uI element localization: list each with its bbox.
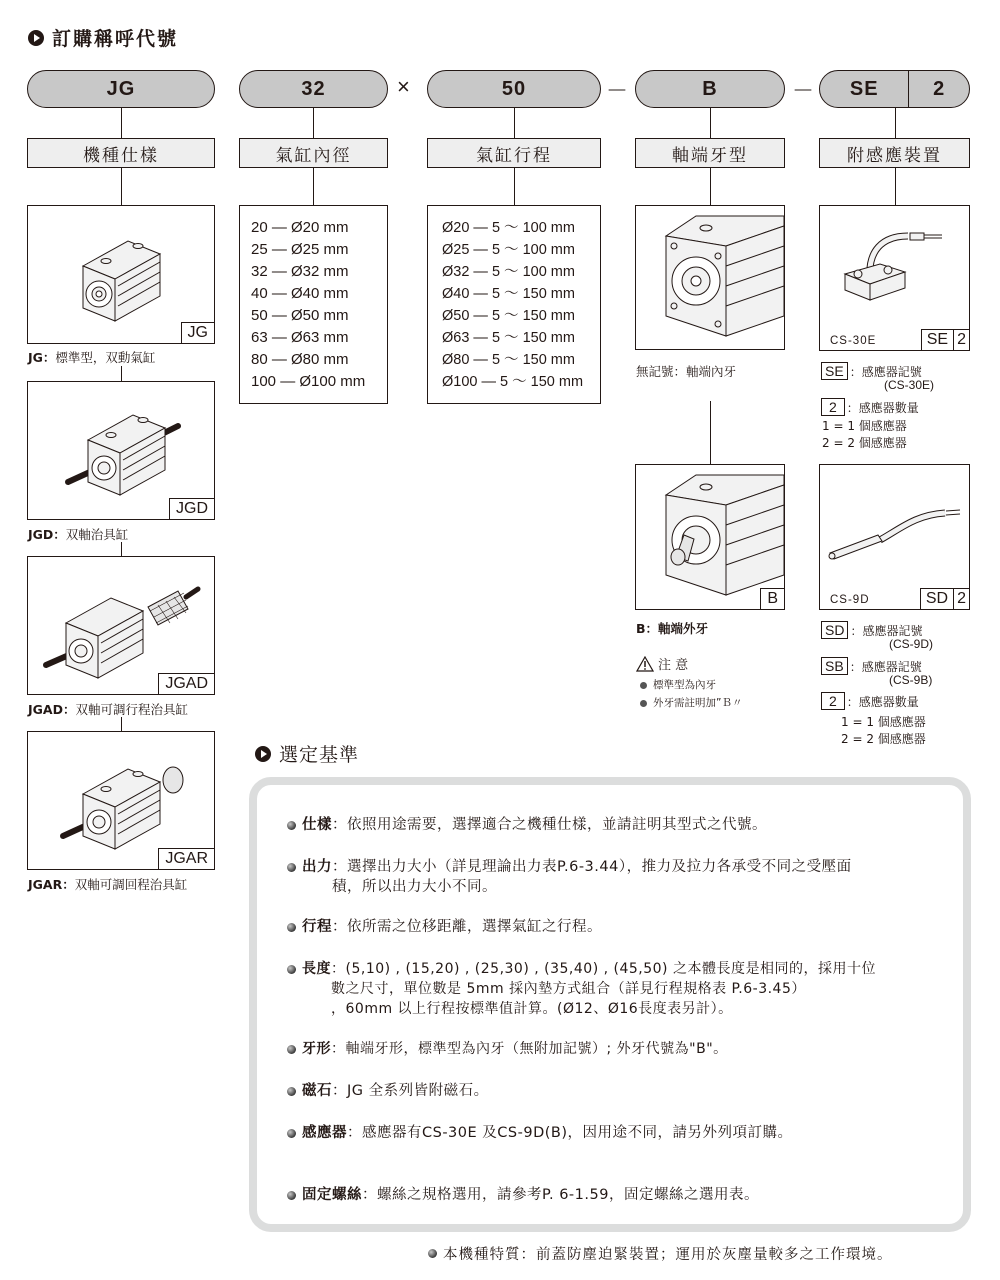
caution-text: 外牙需註明加”Ｂ〃 <box>653 697 743 709</box>
connector-line <box>710 108 711 138</box>
count-box: 2 <box>821 398 845 416</box>
bullet-icon <box>287 923 296 932</box>
connector-line <box>121 717 122 731</box>
criteria-value: ：選擇出力大小（詳見理論出力表P.6-3.44），推力及拉力各承受不同之受壓面 積，所以出力大小不同。 <box>332 859 852 895</box>
pill-text: JG <box>106 77 136 100</box>
connector-line <box>313 108 314 138</box>
label-sensor: 附感應裝置 <box>819 138 970 168</box>
bullet-icon <box>640 682 647 689</box>
connector-line <box>313 168 314 205</box>
criteria-key: 感應器 <box>302 1125 347 1141</box>
model-tag: JGAD <box>158 673 214 694</box>
separator-dash: － <box>792 78 815 103</box>
selection-title <box>255 740 359 767</box>
model-tag: JGAR <box>158 848 214 869</box>
selection-panel <box>249 777 971 1232</box>
count-box: 2 <box>821 692 845 710</box>
criteria-value: ：感應器有CS-30E 及CS-9D(B)，因用途不同，請另外列項訂購。 <box>347 1125 793 1141</box>
bullet-icon <box>640 700 647 707</box>
play-bullet-icon <box>255 746 271 762</box>
desc-text: ：感應器記號 <box>849 365 922 379</box>
caption-code: JGAR： <box>28 877 75 892</box>
sensor-count: 2 <box>953 589 969 609</box>
sensor-model-label: CS-30E <box>830 335 877 347</box>
stroke-item: Ø20 — 5 ～ 100 mm <box>442 220 575 236</box>
sensor-tag <box>921 329 969 350</box>
sensor-count-option: 1 = 1 個感應器 <box>841 715 926 729</box>
connector-line <box>895 108 896 138</box>
sensor-cs30e-icon <box>820 206 969 326</box>
bullet-icon <box>287 1045 296 1054</box>
criteria-item <box>287 959 876 1019</box>
separator-times: × <box>397 74 410 99</box>
pill-text: 50 <box>501 77 527 100</box>
criteria-key: 牙形 <box>302 1041 331 1057</box>
code-box: SD <box>821 621 848 639</box>
sensor-se-count-desc <box>821 398 919 416</box>
caption-text: 双軸治具缸 <box>65 527 129 542</box>
caption-code: JG： <box>28 350 56 365</box>
caption-text: 標準型，双動氣缸 <box>55 350 156 365</box>
sensor-count-option: 2 = 2 個感應器 <box>822 436 907 450</box>
bullet-icon <box>287 1129 296 1138</box>
stroke-item: Ø50 — 5 ～ 150 mm <box>442 308 575 324</box>
model-caption-jg <box>28 348 155 366</box>
criteria-value: ：JG 全系列皆附磁石。 <box>332 1083 489 1099</box>
code-pill-stroke <box>427 70 601 108</box>
stroke-item: Ø40 — 5 ～ 150 mm <box>442 286 575 302</box>
desc-text: ：感應器記號 <box>850 624 923 638</box>
selection-title-text: 選定基準 <box>279 744 360 766</box>
stroke-item: Ø32 — 5 ～ 100 mm <box>442 264 575 280</box>
sensor-se-model-note: (CS-30E) <box>884 378 935 392</box>
separator-dash: － <box>606 78 629 103</box>
desc-text: ：感應器數量 <box>846 695 919 709</box>
caption-text: 双軸可調行程治具缸 <box>75 702 188 717</box>
criteria-item <box>287 1123 793 1143</box>
sensor-se-image <box>819 205 970 351</box>
label-model-spec: 機種仕樣 <box>27 138 215 168</box>
bore-item: 20 — Ø20 mm <box>251 219 349 236</box>
model-image-jgd <box>27 381 215 520</box>
caution-text: 標準型為內牙 <box>653 679 716 691</box>
connector-line <box>710 401 711 465</box>
code-box: SB <box>821 657 848 675</box>
sensor-sd-model-note: (CS-9D) <box>889 637 933 651</box>
thread-tag: B <box>760 588 784 609</box>
caution-item <box>640 695 742 711</box>
bullet-icon <box>287 965 296 974</box>
thread-internal-image <box>635 205 785 350</box>
model-image-jg <box>27 205 215 344</box>
criteria-key: 出力 <box>302 859 332 875</box>
sensor-cs9d-icon <box>820 465 969 585</box>
label-thread: 軸端牙型 <box>635 138 785 168</box>
connector-line <box>514 168 515 205</box>
order-code-title-text: 訂購稱呼代號 <box>52 28 179 50</box>
criteria-item <box>287 1039 728 1059</box>
code-pill-sensor <box>819 70 970 108</box>
bore-list <box>251 217 365 393</box>
sensor-count-option: 1 = 1 個感應器 <box>822 419 907 433</box>
sensor-count: 2 <box>953 330 969 350</box>
sensor-tag <box>920 588 969 609</box>
connector-line <box>514 108 515 138</box>
sensor-code: SD <box>925 590 949 607</box>
sensor-sd-image <box>819 464 970 610</box>
criteria-key: 固定螺絲 <box>302 1187 362 1203</box>
desc-text: ：感應器記號 <box>849 660 922 674</box>
cylinder-internal-thread-icon <box>636 206 784 349</box>
model-caption-jgar <box>28 875 187 893</box>
bore-list-box <box>239 205 388 404</box>
label-stroke: 氣缸行程 <box>427 138 601 168</box>
caution-item <box>640 677 716 693</box>
criteria-value: ：(5,10) , (15,20) , (25,30) , (35,40) , (45,50) 之本體長度是相同的，採用十位 數之尺寸，單位數是 5mm 採內墊方式組合（詳見行程規格表 P.6-3.45） ，60mm 以上行程按標準值計算。(Ø12、Ø16長度表另計）。 <box>331 961 876 1017</box>
sensor-sd-count-desc <box>821 692 919 710</box>
bullet-icon <box>287 1087 296 1096</box>
connector-line <box>895 168 896 205</box>
criteria-key: 磁石 <box>302 1083 332 1099</box>
desc-text: ：感應器數量 <box>846 401 919 415</box>
thread-external-caption: B：軸端外牙 <box>636 621 709 636</box>
footnote-text: 本機種特質：前蓋防塵迫緊裝置；運用於灰塵量較多之工作環境。 <box>443 1247 893 1263</box>
stroke-item: Ø100 — 5 ～ 150 mm <box>442 374 584 390</box>
bore-item: 32 — Ø32 mm <box>251 263 349 280</box>
code-pill-bore <box>239 70 388 108</box>
bore-item: 100 — Ø100 mm <box>251 373 366 390</box>
model-tag: JG <box>181 322 214 343</box>
thread-external-image <box>635 464 785 610</box>
code-pill-model <box>27 70 215 108</box>
criteria-value: ：螺絲之規格選用，請參考P. 6-1.59，固定螺絲之選用表。 <box>362 1187 759 1203</box>
stroke-item: Ø25 — 5 ～ 100 mm <box>442 242 575 258</box>
order-code-title <box>28 24 178 51</box>
sensor-count-option: 2 = 2 個感應器 <box>841 732 926 746</box>
code-pill-thread <box>635 70 785 108</box>
pill-text: SE <box>849 77 879 100</box>
connector-line <box>710 168 711 205</box>
criteria-value: ：依照用途需要，選擇適合之機種仕樣，並請註明其型式之代號。 <box>332 817 767 833</box>
criteria-item <box>287 1185 759 1205</box>
bullet-icon <box>287 821 296 830</box>
criteria-item <box>287 857 852 897</box>
code-box: SE <box>821 362 848 380</box>
stroke-list-box <box>427 205 601 404</box>
caution-heading <box>636 654 688 673</box>
connector-line <box>121 168 122 205</box>
bore-item: 25 — Ø25 mm <box>251 241 349 258</box>
stroke-item: Ø63 — 5 ～ 150 mm <box>442 330 575 346</box>
criteria-item <box>287 1081 489 1101</box>
model-tag: JGD <box>169 498 214 519</box>
stroke-list <box>442 217 583 393</box>
criteria-value: ：軸端牙形，標準型為內牙（無附加記號）; 外牙代號為"B"。 <box>331 1041 728 1057</box>
footnote <box>428 1243 893 1264</box>
criteria-key: 長度 <box>302 961 331 977</box>
connector-line <box>121 542 122 556</box>
label-bore: 氣缸內徑 <box>239 138 388 168</box>
caution-title: 注 意 <box>658 658 689 673</box>
caption-code: JGD： <box>28 527 66 542</box>
bullet-icon <box>428 1249 437 1258</box>
sensor-code: SE <box>926 331 949 348</box>
criteria-key: 仕樣 <box>302 817 332 833</box>
sensor-sb-model-note: (CS-9B) <box>889 673 933 687</box>
connector-line <box>121 108 122 138</box>
criteria-key: 行程 <box>302 919 332 935</box>
caption-text: 双軸可調回程治具缸 <box>74 877 188 892</box>
warning-icon <box>636 656 654 672</box>
criteria-item <box>287 917 602 937</box>
model-image-jgar <box>27 731 215 870</box>
pill-text: 2 <box>933 77 946 100</box>
bore-item: 40 — Ø40 mm <box>251 285 349 302</box>
bullet-icon <box>287 863 296 872</box>
bore-item: 80 — Ø80 mm <box>251 351 349 368</box>
stroke-item: Ø80 — 5 ～ 150 mm <box>442 352 575 368</box>
pill-text: B <box>702 77 718 100</box>
model-image-jgad <box>27 556 215 695</box>
criteria-value: ：依所需之位移距離，選擇氣缸之行程。 <box>332 919 602 935</box>
play-bullet-icon <box>28 30 44 46</box>
model-caption-jgd <box>28 525 128 543</box>
bore-item: 50 — Ø50 mm <box>251 307 349 324</box>
criteria-item <box>287 815 767 835</box>
model-caption-jgad <box>28 700 188 718</box>
connector-line <box>121 366 122 381</box>
bore-item: 63 — Ø63 mm <box>251 329 349 346</box>
pill-text: 32 <box>301 77 326 100</box>
thread-internal-caption: 無記號：軸端內牙 <box>636 364 737 379</box>
bullet-icon <box>287 1191 296 1200</box>
sensor-model-label: CS-9D <box>830 594 870 606</box>
caption-code: JGAD： <box>28 702 76 717</box>
